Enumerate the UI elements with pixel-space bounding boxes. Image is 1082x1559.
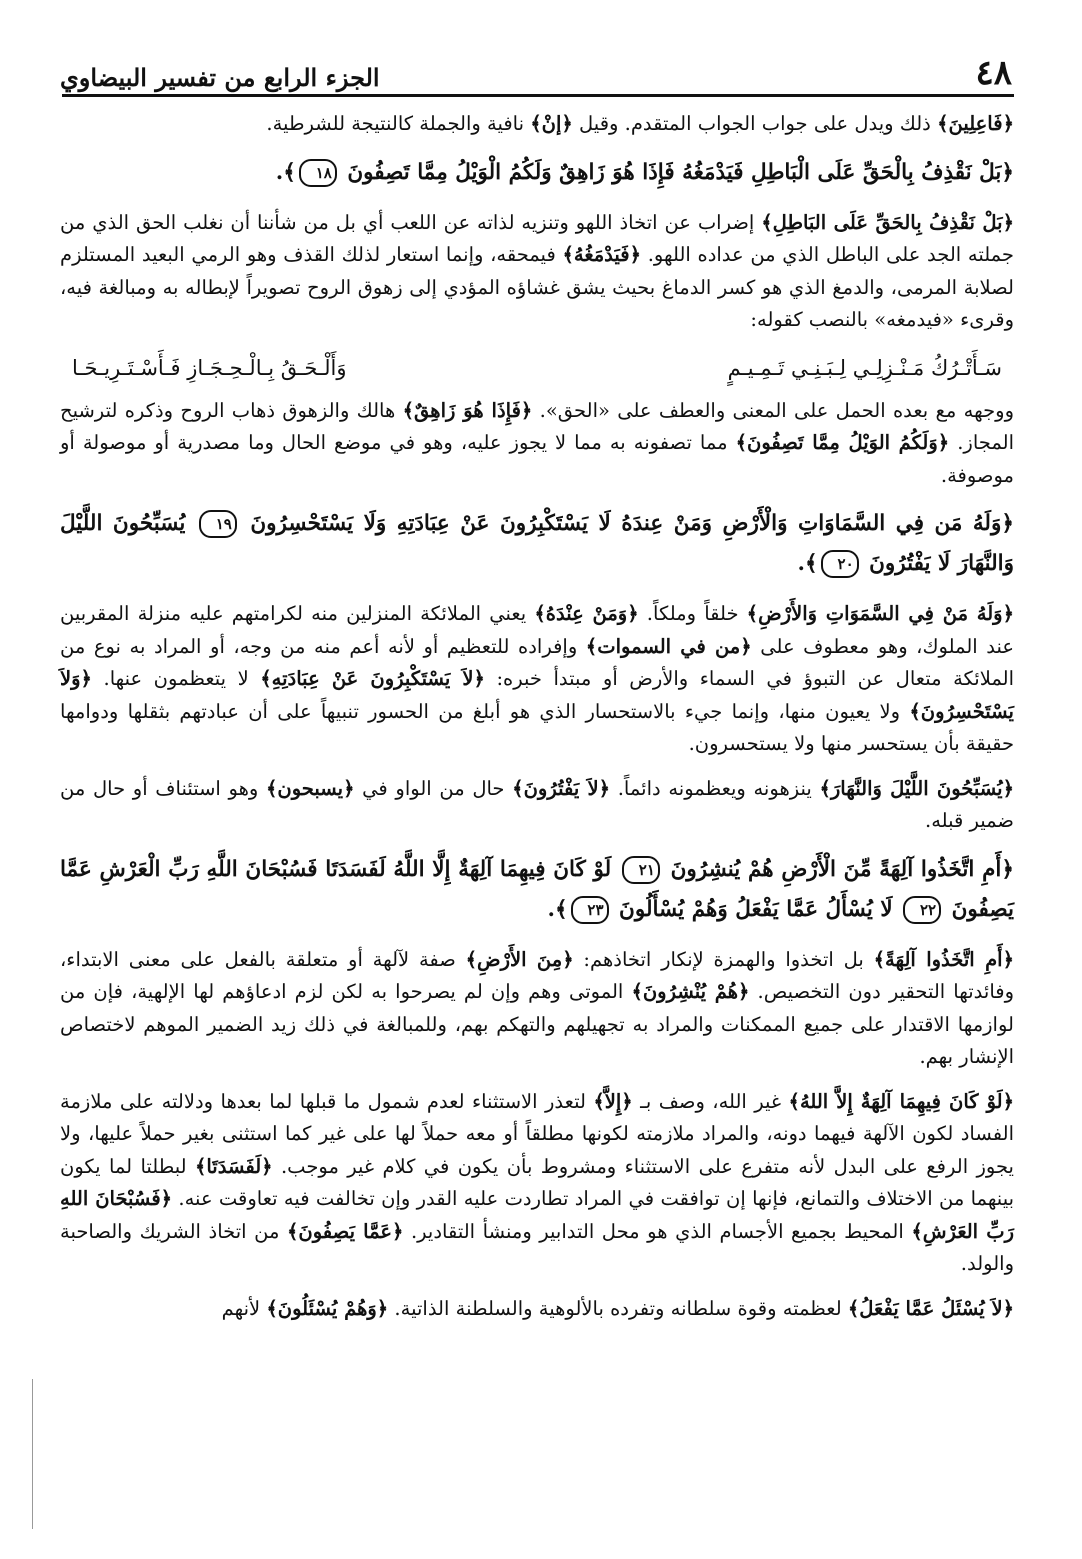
quoted-phrase: ﴿فَيَدْمَغُهُ﴾ [562, 243, 642, 266]
verse-close: ﴾. [275, 159, 296, 185]
commentary-paragraph-8 [60, 1293, 1014, 1326]
commentary-paragraph-2 [60, 207, 1014, 337]
commentary-paragraph-6 [60, 944, 1014, 1074]
ayah-number-marker: ١٨ [299, 159, 337, 187]
verse-text: لَوْ كَانَ فِيهِمَا آلِهَةٌ إِلَّا اللَّهُ لَفَسَدَتَا فَسُبْحَانَ اللَّهِ رَبِّ الْعَرْشِ عَمَّا يَصِفُونَ [60, 856, 1014, 922]
quoted-phrase: ﴿لاَ يَسْتَكْبِرُونَ عَنْ عِبَادَتِهِ﴾ [260, 667, 485, 690]
quoted-phrase: ﴿وَلَهُ مَنْ فِي السَّمَوَاتِ وَالأَرْضِ﴾ [746, 602, 1015, 625]
quoted-phrase: ﴿من في السموات﴾ [585, 634, 752, 658]
page-content [60, 108, 1014, 1337]
poetry-verse [72, 349, 1002, 387]
commentary-text: خلقاً وملكاً. [638, 602, 747, 625]
commentary-text: ووجهه مع بعده الحمل على المعنى والعطف على «الحق». [532, 398, 1015, 422]
page-header [60, 40, 1012, 93]
commentary-text: وهو استئناف أو حال من ضمير قبله. [60, 776, 1014, 832]
commentary-text: لعظمته وقوة سلطانه وتفرده بالألوهية والسلطنة الذاتية. [388, 1296, 848, 1320]
commentary-text: ولا يعيون منها، وإنما جيء بالاستحسار الذي هو أبلغ من الحسور تنبيهاً على أن عبادتهم بثقلها ودوامها حقيقة بأن يستحسر منها ولا يستحسرون. [60, 699, 1014, 755]
commentary-paragraph-7 [60, 1086, 1014, 1281]
header-rule [62, 94, 1014, 97]
commentary-text: ذلك ويدل على جواب الجواب المتقدم. وقيل [572, 112, 938, 135]
verse-text: لَا يُسْأَلُ عَمَّا يَفْعَلُ وَهُمْ يُسْأَلُونَ [619, 896, 893, 922]
quoted-phrase: ﴿أَمِ اتَّخَذُوا آلِهَةً﴾ [873, 947, 1014, 971]
commentary-text: يعني الملائكة المنزلين منه لكرامتهم عليه منزلة المقربين عند الملوك، وهو معطوف على [60, 602, 1015, 658]
verse-close: ﴾. [547, 896, 568, 922]
quoted-phrase: ﴿يُسَبِّحُونَ اللَّيْلَ وَالنَّهَارَ﴾ [819, 776, 1014, 800]
quoted-phrase: ﴿فَإِذَا هُوَ زَاهِقٌ﴾ [402, 398, 533, 422]
commentary-text: لا يتعظمون عنها. [91, 667, 261, 690]
quoted-phrase: ﴿وَلاَ يَسْتَحْسِرُونَ﴾ [60, 667, 1014, 723]
commentary-text: مما تصفونه به مما لا يجوز عليه، وهو في موضع الحال وما مصدرية أو موصولة أو موصوفة. [60, 431, 1014, 487]
quran-verse-18 [60, 153, 1014, 193]
ayah-number-marker: ٢٢ [903, 896, 941, 924]
commentary-text: نافية والجملة كالنتيجة للشرطية. [266, 112, 531, 135]
quran-verses-19-20 [60, 504, 1014, 584]
commentary-text: هالك والزهوق ذهاب الروح وذكره لترشيح المجاز. [60, 398, 1015, 454]
commentary-text: صفة لآلهة أو متعلقة بالفعل على معنى الابتداء، وفائدتها التحقير دون التخصيص. [60, 947, 1015, 1003]
quoted-phrase: ﴿فَسُبْحَانَ اللهِ رَبِّ العَرْشِ﴾ [60, 1187, 1015, 1243]
commentary-paragraph-1 [60, 108, 1014, 141]
quoted-phrase: ﴿إِلاَّ﴾ [593, 1089, 633, 1113]
commentary-paragraph-4 [60, 598, 1014, 761]
page-number: ٤٨ [975, 53, 1012, 93]
poem-first-hemistich: سَـأَتْـرُكُ مَـنْـزِلِـي لِـبَـنِـي تَـمِـيـمٍ [727, 355, 1002, 380]
quoted-phrase: ﴿لاَ يُسْئَلُ عَمَّا يَفْعَلُ﴾ [847, 1296, 1014, 1320]
commentary-text: من اتخاذ الشريك والصاحبة والولد. [60, 1219, 1014, 1275]
commentary-text: المحيط بجميع الأجسام الذي هو محل التدابير ومنشأ التقادير. [403, 1219, 912, 1243]
commentary-paragraph-3 [60, 395, 1014, 493]
ayah-number-marker: ٢٣ [571, 896, 609, 924]
quoted-phrase: ﴿لَوْ كَانَ فِيهِمَا آلِهَةٌ إِلاَّ اللهُ﴾ [788, 1089, 1015, 1113]
commentary-text: ينزهونه ويعظمونه دائماً. [610, 776, 820, 800]
commentary-paragraph-5 [60, 773, 1014, 838]
ayah-number-marker: ٢١ [622, 856, 660, 884]
quran-verses-21-23 [60, 850, 1014, 930]
quoted-phrase: ﴿يسبحون﴾ [265, 776, 355, 800]
commentary-text: لبطلتا لما يكون بينهما من الاختلاف والتمانع، فإنها إن توافقت في المراد تطاردت عليه القدر وإن تخالفت فيه تعاوقت عنه. [60, 1154, 1015, 1210]
verse-text: ﴿بَلْ نَقْذِفُ بِالْحَقِّ عَلَى الْبَاطِلِ فَيَدْمَغُهُ فَإِذَا هُوَ زَاهِقٌ وَلَكُمُ الْوَيْلُ مِمَّا تَصِفُونَ [347, 159, 1014, 185]
scan-margin-line [32, 1379, 33, 1529]
commentary-text: الموتى وهم وإن لم يصرحوا به لكن لزم ادعاؤهم لها الإلهية، فإن من لوازمها الاقتدار على جميع الممكنات والمراد به تجهيلهم والتهكم بهم، وللمبالغة في ذلك زيد الضمير الموهم لاختصاص الإنشار بهم. [60, 980, 1014, 1068]
quoted-phrase: ﴿لَفَسَدَتَا﴾ [194, 1154, 273, 1178]
commentary-text: حال من الواو في [354, 776, 513, 800]
quoted-phrase: ﴿مِنَ الأَرْضِ﴾ [465, 947, 574, 971]
ayah-number-marker: ٢٠ [821, 550, 859, 578]
verse-close: ﴾. [797, 551, 818, 576]
quoted-phrase: ﴿فَاعِلِينَ﴾ [937, 112, 1014, 135]
ayah-number-marker: ١٩ [199, 510, 237, 538]
verse-text: ﴿وَلَهُ مَن فِي السَّمَاوَاتِ وَالْأَرْضِ وَمَنْ عِندَهُ لَا يَسْتَكْبِرُونَ عَنْ عِبَادَتِهِ وَلَا يَسْتَحْسِرُونَ [250, 511, 1014, 536]
quoted-phrase: ﴿إنْ﴾ [530, 112, 573, 135]
commentary-text: فيمحقه، وإنما استعار لذلك القذف وهو الرمي البعيد المستلزم لصلابة المرمى، والدمغ الذي هو كسر الدماغ بحيث يشق غشاؤه المؤدي إلى زهوق الروح تصويراً لإبطاله به ومبالغة فيه، وقرىء «فيدمغه» بالنصب كقوله: [60, 243, 1014, 331]
commentary-text: بل اتخذوا والهمزة لإنكار اتخاذهم: [573, 947, 874, 971]
quoted-phrase: ﴿هُمْ يُنْشِرُونَ﴾ [631, 980, 750, 1003]
quoted-phrase: ﴿وَمَنْ عِنْدَهُ﴾ [534, 602, 639, 625]
quoted-phrase: ﴿بَلْ نَقْذِفُ بِالحَقِّ عَلَى البَاطِلِ﴾ [761, 210, 1014, 234]
poem-second-hemistich: وَأَلْـحَـقُ بِـالْـحِـجَـازِ فَـأَسْـتَـرِيـحَـا [72, 355, 347, 380]
commentary-text: لتعذر الاستثناء لعدم شمول ما قبلها لما بعدها ودلالته على ملازمة الفساد لكون الآلهة فيهما دونه، والمراد ملازمته لكونها مطلقاً أو معه حملاً لها على غير كما استثنى بغير حملاً عليها، ولا يجوز الرفع على البدل لأنه متفرع على الاستثناء ومشروط بأن يكون في كلام غير موجب. [60, 1089, 1014, 1178]
quoted-phrase: ﴿وَهُمْ يُسْئَلُونَ﴾ [266, 1296, 389, 1320]
verse-text: ﴿أَمِ اتَّخَذُوا آلِهَةً مِّنَ الْأَرْضِ هُمْ يُنشِرُونَ [670, 856, 1014, 882]
verse-text: يُسَبِّحُونَ اللَّيْلَ وَالنَّهَارَ لَا يَفْتُرُونَ [60, 511, 1014, 576]
commentary-text: وإفراده للتعظيم أو لأنه أعم منه من وجه، أو المراد به نوع من الملائكة متعال عن التبوؤ في السماء والأرض أو مبتدأ خبره: [60, 634, 1014, 690]
commentary-text: لأنهم [221, 1296, 267, 1320]
commentary-text: غير الله، وصف بـ [632, 1089, 789, 1113]
quoted-phrase: ﴿عَمَّا يَصِفُونَ﴾ [286, 1219, 404, 1243]
running-title: الجزء الرابع من تفسير البيضاوي [60, 63, 380, 92]
quoted-phrase: ﴿لاَ يَفْتُرُونَ﴾ [512, 776, 611, 800]
commentary-text: إضراب عن اتخاذ اللهو وتنزيه لذاته عن اللعب أي بل من شأننا أن نغلب الحق الذي من جملته الجد على الباطل الذي من عداده اللهو. [60, 210, 1014, 266]
quoted-phrase: ﴿وَلَكُمُ الوَيْلُ مِمَّا تَصِفُونَ﴾ [735, 431, 950, 454]
